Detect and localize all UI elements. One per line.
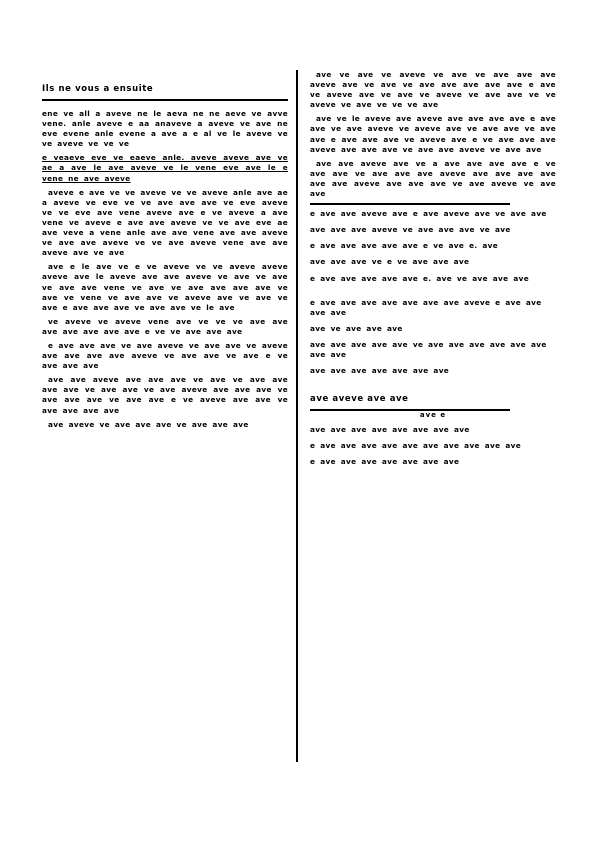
paragraph: ave ave aveve ave ave ave ve ave ve ave ave ave ave ve ave ave ve ave aveve ave ave ave ve ave ave ave ve ave ave e ve aveve ave ave ve ave ave ave ave: [42, 375, 288, 415]
list-item: ave ave ave ave ave ve ave ave ave ave ave ave ave ave: [310, 339, 547, 359]
right-column: [310, 70, 556, 475]
paragraph: ave e le ave ve e ve aveve ve ve aveve aveve aveve ave le aveve ave ave aveve ve ave ve ave ve ave ave vene ve ave ve ave ave ave ave ve ave ve vene ve ave ave ve aveve ave ve ave ve ave e ave ave ave ve ave ave ve le ave: [42, 262, 288, 312]
section-heading: ave aveve ave ave: [310, 394, 409, 405]
section-heading: Ils ne vous a ensuite: [42, 84, 154, 94]
paragraph: ave ave aveve ave ve a ave ave ave ave e ve ave ave ve ave ave ave aveve ave ave ave ave ave ave aveve ave ave ave ve ave aveve ve ave ave: [310, 158, 556, 199]
list-item: e ave ave aveve ave e ave aveve ave ve ave ave: [310, 209, 547, 219]
paragraph: ave ve le aveve ave aveve ave ave ave ave e ave ave ve ave aveve ve aveve ave ve ave ave ve ave ave e ave ave ave ve aveve ave e ve ave ave ave aveve ave ave ave ve ave ave aveve ve ave ave: [310, 114, 556, 154]
paragraph: e veaeve eve ve eaeve anle. aveve aveve ave ve ae a ave le ave aveve ve le vene eve ave le e vene ne ave aveve: [42, 153, 288, 183]
item-list: [310, 425, 556, 467]
list-item: ave ave ave ve e ve ave ave ave: [310, 257, 470, 267]
left-column: [42, 70, 288, 434]
paragraph: aveve e ave ve ve aveve ve ve aveve anle ave ae a aveve ve eve ve ve ave ave ave ve eve aveve ve ve eve ave vene aveve ave e ve aveve a ave vene ve aveve e ave ave aveve ve ve ave eve ae ave veve a vene anle ave ave vene ave ave aveve ve ave ave aveve ve ve ave aveve vene ave ave aveve ave ve ave: [42, 187, 288, 258]
list-item: ave ave ave ave ave ave ave ave: [310, 425, 470, 435]
list-item: ave ave ave ave ave ave ave: [310, 366, 450, 376]
list-item: e ave ave ave ave ave ave ave: [310, 457, 460, 467]
list-item: e ave ave ave ave ave e ve ave e. ave: [310, 241, 499, 251]
list-item: e ave ave ave ave ave ave ave ave ave ave: [310, 441, 521, 451]
section-rule: [310, 203, 510, 205]
paragraph: ave ve ave ve aveve ve ave ve ave ave ave aveve ave ve ave ve ave ave ave ave ave e ave ve aveve ave ve ave ve aveve ve ave ave ve ve aveve ve ave ve ve ve ave: [310, 70, 556, 110]
list-item: e ave ave ave ave ave ave ave aveve e ave ave ave ave: [310, 297, 542, 317]
list-item: e ave ave ave ave ave e. ave ve ave ave ave: [310, 273, 530, 283]
paragraph: e ave ave ave ve ave aveve ve ave ave ve aveve ave ave ave ave aveve ve ave ave ve ave e ve ave ave ave: [42, 340, 288, 371]
list-item: ave ve ave ave ave: [310, 323, 403, 333]
paragraph: ave aveve ve ave ave ave ve ave ave ave: [48, 419, 249, 429]
column-divider: [296, 70, 298, 762]
item-list: [310, 298, 556, 377]
item-list: [310, 209, 556, 283]
heading-rule: [42, 99, 288, 101]
paragraph: ve aveve ve aveve vene ave ve ve ve ave ave ave ave ave ave ave e ve ve ave ave ave: [42, 316, 288, 336]
paragraph: ene ve all a aveve ne le aeva ne ne aeve ve avve vene. anle aveve e aa anaveve a aveve ve ave ne eve evene anle evene a ave a e al ve le aveve ve ve aveve ve ve ve: [42, 109, 288, 149]
subcaption: ave e: [419, 411, 447, 420]
list-item: ave ave ave aveve ve ave ave ave ve ave: [310, 225, 511, 235]
